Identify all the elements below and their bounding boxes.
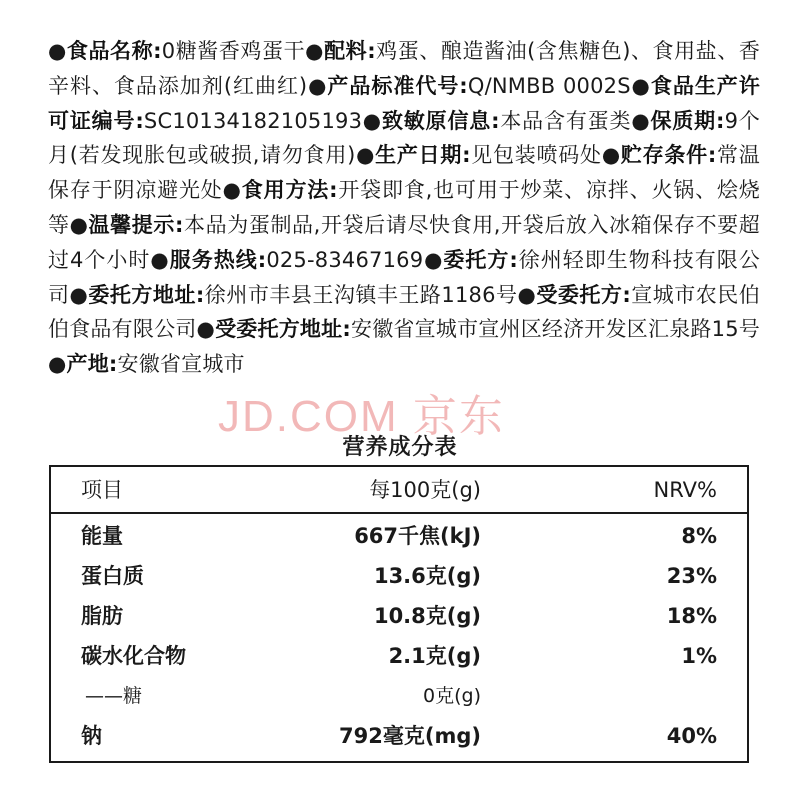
nutrition-title: 营养成分表 [342, 435, 458, 460]
info-value: 安徽省宣城市 [117, 352, 245, 377]
product-info-block [48, 34, 760, 382]
bullet-icon: ● [307, 73, 328, 98]
nutrition-table [49, 465, 749, 763]
header-divider [51, 512, 747, 514]
info-value: 见包装喷码处 [470, 143, 602, 168]
nutrient-amount: 667千焦(kJ) [354, 524, 481, 548]
nutrient-name: 碳水化合物 [81, 644, 186, 668]
info-label: 生产日期: [375, 143, 471, 168]
info-value: 安徽省宣城市宣州区经济开发区汇泉路15号 [350, 317, 760, 342]
table-row [51, 516, 747, 556]
info-value: 本品含有蛋类 [499, 108, 632, 133]
info-value: 9个月(若发现胀包或破损,请勿食用) [48, 108, 760, 168]
info-item-product-name [48, 39, 305, 63]
info-label: 委托方地址: [88, 282, 205, 307]
bullet-icon: ● [355, 143, 376, 168]
info-value: 宣城市农民伯伯食品有限公司 [48, 282, 761, 342]
nutrient-nrv: 18% [666, 604, 717, 628]
nutrient-amount: 13.6克(g) [373, 564, 481, 588]
bullet-icon: ● [305, 39, 325, 63]
table-row [51, 636, 747, 676]
bullet-icon: ● [630, 73, 651, 98]
info-value: SC10134182105193 [143, 108, 363, 133]
info-label: 贮存条件: [620, 143, 717, 168]
nutrient-nrv: 23% [666, 564, 717, 588]
info-value: 徐州轻即生物科技有限公司 [48, 247, 760, 307]
bullet-icon: ● [69, 212, 89, 237]
bullet-icon: ● [423, 247, 444, 272]
bullet-icon: ● [150, 247, 170, 272]
nutrient-nrv: 8% [681, 524, 717, 548]
info-label: 委托方: [443, 247, 518, 272]
nutrient-name: 钠 [81, 724, 102, 748]
nutrient-amount: 2.1克(g) [388, 644, 481, 668]
bullet-icon: ● [48, 352, 67, 377]
info-value: Q/NMBB 0002S [467, 73, 631, 98]
bullet-icon: ● [631, 108, 651, 133]
nutrient-nrv: 1% [681, 644, 717, 668]
nutrient-name: 蛋白质 [81, 564, 144, 588]
info-value: 常温保存于阴凉避光处 [48, 143, 761, 203]
info-item-manufacturer-address [197, 317, 760, 341]
bullet-icon: ● [196, 317, 216, 342]
header-nrv: NRV% [653, 478, 717, 502]
nutrient-name: 脂肪 [81, 604, 123, 628]
bullet-icon: ● [69, 282, 89, 307]
table-row [51, 676, 747, 716]
nutrient-amount: 10.8克(g) [373, 604, 481, 628]
info-label: 受委托方: [536, 282, 631, 307]
info-label: 食品名称: [66, 39, 162, 63]
info-item-production-date [356, 143, 602, 167]
nutrient-name: 能量 [81, 524, 123, 548]
info-value: 本品为蛋制品,开袋后请尽快食用,开袋后放入冰箱保存不要超过4个小时 [48, 212, 760, 272]
info-label: 受委托方地址: [215, 317, 351, 342]
info-label: 产地: [66, 352, 118, 377]
nutrient-name: ——糖 [85, 685, 143, 707]
info-item-allergen [362, 109, 631, 133]
info-value: 025-83467169 [266, 247, 424, 272]
info-label: 配料: [324, 39, 376, 63]
header-per-100g: 每100克(g) [369, 478, 481, 502]
info-label: 服务热线: [169, 247, 267, 272]
bullet-icon: ● [48, 39, 67, 63]
info-value: 徐州市丰县王沟镇丰王路1186号 [204, 282, 518, 307]
info-item-standard-code [307, 74, 630, 98]
table-row [51, 556, 747, 596]
info-label: 食品生产许可证编号: [48, 73, 760, 133]
bullet-icon: ● [517, 282, 537, 307]
bullet-icon: ● [222, 178, 242, 203]
header-item: 项目 [81, 478, 123, 502]
info-label: 产品标准代号: [327, 73, 468, 98]
info-label: 致敏原信息: [381, 108, 500, 133]
jd-watermark: JD.COM 京东 [218, 392, 505, 441]
nutrient-nrv: 40% [666, 724, 717, 748]
nutrition-header-row [51, 470, 747, 510]
bullet-icon: ● [601, 143, 621, 168]
info-label: 食用方法: [241, 178, 338, 203]
nutrient-amount: 792毫克(mg) [339, 724, 481, 748]
info-value: 开袋即食,也可用于炒菜、凉拌、火锅、烩烧等 [48, 178, 760, 237]
info-value: 0糖酱香鸡蛋干 [161, 39, 306, 63]
table-row [51, 596, 747, 636]
info-item-origin [48, 352, 245, 376]
info-label: 温馨提示: [88, 212, 184, 237]
info-item-hotline [150, 248, 423, 272]
table-row [51, 716, 747, 756]
info-label: 保质期: [650, 108, 725, 133]
info-item-client-address [70, 283, 518, 307]
info-value: 鸡蛋、酿造酱油(含焦糖色)、食用盐、香辛料、食品添加剂(红曲红) [48, 39, 761, 98]
bullet-icon: ● [362, 108, 382, 133]
nutrient-amount: 0克(g) [423, 685, 481, 707]
